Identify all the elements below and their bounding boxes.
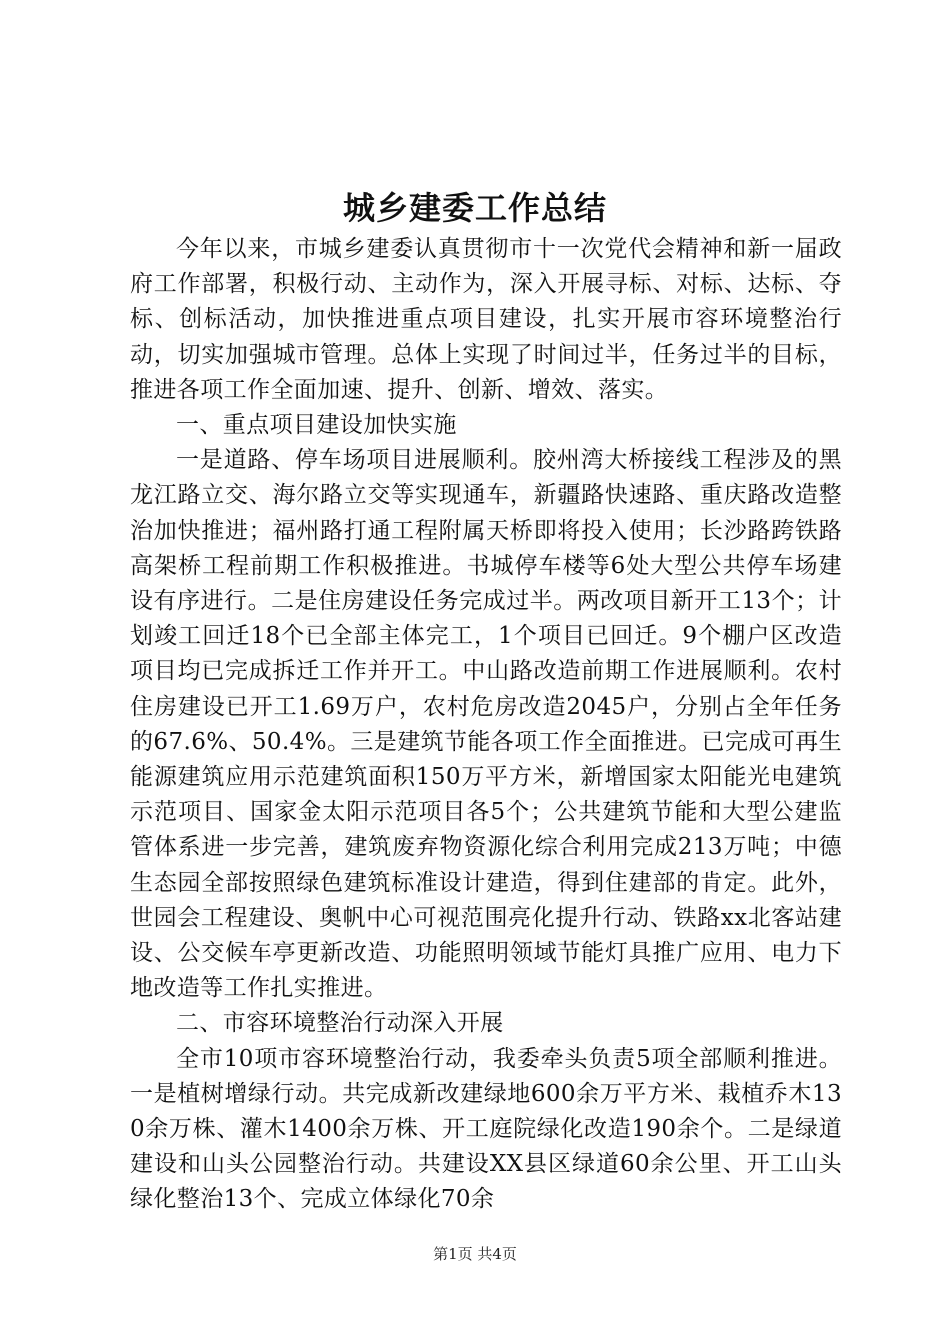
section-heading-1: 一、重点项目建设加快实施 [176, 412, 457, 439]
paragraph-section-2: 全市10项市容环境整治行动，我委牵头负责5项全部顺利推进。一是植树增绿行动。共完成新改建绿地600余万平方米、栽植乔木130余万株、灌木1400余万株、开工庭院绿化改造190余个。二是绿道建设和山头公园整治行动。共建设XX县区绿道60余公里、开工山头绿化整治13个、完成立体绿化70余 [130, 1045, 842, 1213]
paragraph-section-1: 一是道路、停车场项目进展顺利。胶州湾大桥接线工程涉及的黑龙江路立交、海尔路立交等实现通车，新疆路快速路、重庆路改造整治加快推进；福州路打通工程附属天桥即将投入使用；长沙路跨铁路高架桥工程前期工作积极推进。书城停车楼等6处大型公共停车场建设有序进行。二是住房建设任务完成过半。两改项目新开工13个；计划竣工回迁18个已全部主体完工，1个项目已回迁。9个棚户区改造项目均已完成拆迁工作并开工。中山路改造前期工作进展顺利。农村住房建设已开工1.69万户，农村危房改造2045户，分别占全年任务的67.6%、50.4%。三是建筑节能各项工作全面推进。已完成可再生能源建筑应用示范建筑面积150万平方米，新增国家太阳能光电建筑示范项目、国家金太阳示范项目各5个；公共建筑节能和大型公建监管体系进一步完善，建筑废弃物资源化综合利用完成213万吨；中德生态园全部按照绿色建筑标准设计建造，得到住建部的肯定。此外，世园会工程建设、奥帆中心可视范围亮化提升行动、铁路xx北客站建设、公交候车亭更新改造、功能照明领域节能灯具推广应用、电力下地改造等工作扎实推进。 [130, 447, 842, 1002]
page-footer: 第1页 共4页 [433, 1245, 517, 1263]
page-title: 城乡建委工作总结 [342, 189, 607, 227]
paragraph-intro: 今年以来，市城乡建委认真贯彻市十一次党代会精神和新一届政府工作部署，积极行动、主动作为，深入开展寻标、对标、达标、夺标、创标活动，加快推进重点项目建设，扎实开展市容环境整治行动，切实加强城市管理。总体上实现了时间过半，任务过半的目标，推进各项工作全面加速、提升、创新、增效、落实。 [130, 236, 842, 403]
document-body [130, 232, 842, 1218]
section-heading-2: 二、市容环境整治行动深入开展 [176, 1010, 504, 1037]
